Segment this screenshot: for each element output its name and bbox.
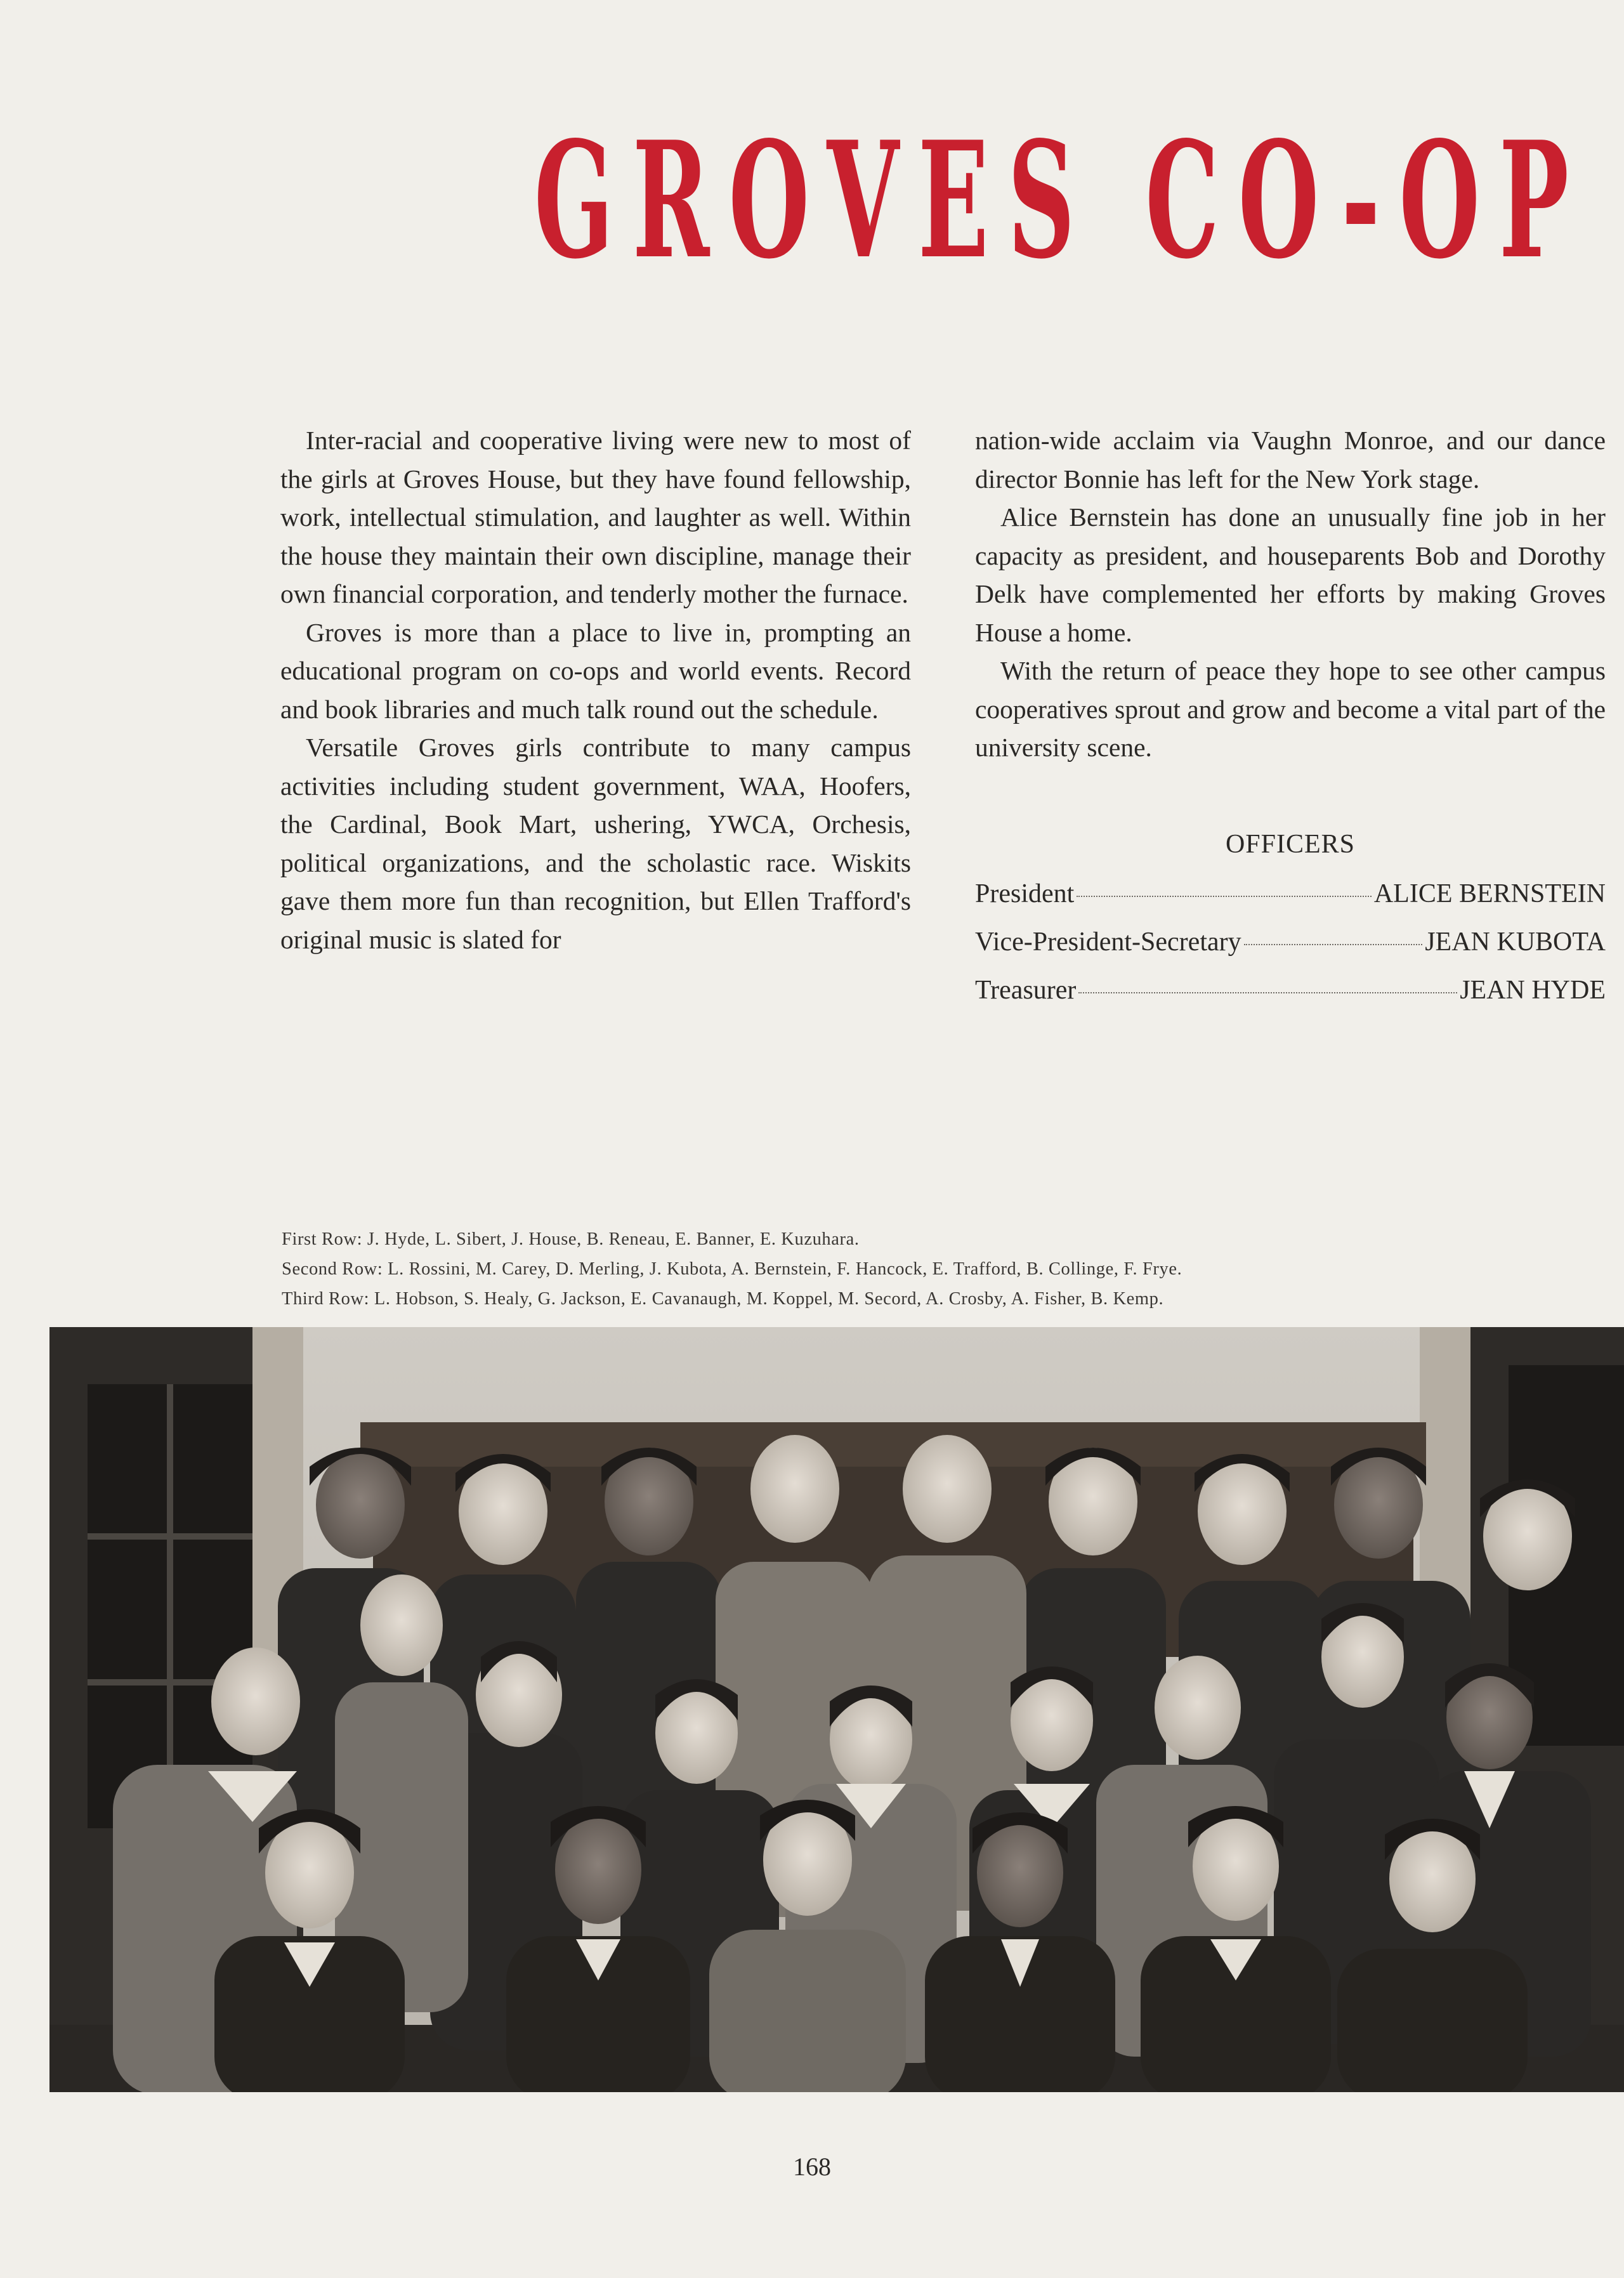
leader-dots bbox=[1244, 944, 1423, 945]
officer-row bbox=[975, 966, 1606, 1014]
paragraph: nation-wide acclaim via Vaughn Monroe, and our dance director Bonnie has left for the New York stage. bbox=[975, 426, 1606, 494]
left-text-column bbox=[280, 421, 911, 959]
officer-name: ALICE BERNSTEIN bbox=[1373, 879, 1606, 908]
officer-name: JEAN HYDE bbox=[1460, 976, 1606, 1005]
caption-row: Second Row: L. Rossini, M. Carey, D. Merling, J. Kubota, A. Bernstein, F. Hancock, E. Trafford, B. Collinge, F. Frye. bbox=[282, 1259, 1182, 1279]
officer-role: Treasurer bbox=[975, 976, 1077, 1005]
officer-role: Vice-President-Secretary bbox=[975, 927, 1241, 957]
paragraph: Versatile Groves girls contribute to many campus activities including student government, WAA, Hoofers, the Cardinal, Book Mart, ushering, YWCA, Orchesis, political organizations, and the scholastic race. Wiskits gave them more fun than recognition, but Ellen Trafford's original music is slated for bbox=[280, 733, 911, 954]
photo-caption bbox=[282, 1224, 1182, 1314]
page-title: GROVES CO-OP bbox=[534, 107, 1588, 294]
paragraph: Inter-racial and cooperative living were new to most of the girls at Groves House, but they have found fellowship, work, intellectual stimulation, and laughter as well. Within the house they maintain their own discipline, manage their own financial corporation, and tenderly mother the furnace. bbox=[280, 426, 911, 608]
group-photo-illustration bbox=[49, 1327, 1624, 2092]
page-number: 168 bbox=[793, 2152, 831, 2181]
caption-row: First Row: J. Hyde, L. Sibert, J. House, B. Reneau, E. Banner, E. Kuzuhara. bbox=[282, 1229, 860, 1249]
officers-heading: OFFICERS bbox=[1225, 829, 1356, 859]
group-photo bbox=[49, 1327, 1624, 2092]
officer-row bbox=[975, 870, 1606, 918]
paragraph: With the return of peace they hope to see other campus cooperatives sprout and grow and become a vital part of the university scene. bbox=[975, 656, 1606, 762]
paragraph: Groves is more than a place to live in, prompting an educational program on co-ops and world events. Record and book libraries and much talk round out the schedule. bbox=[280, 617, 911, 724]
officer-name: JEAN KUBOTA bbox=[1425, 927, 1606, 957]
officer-row bbox=[975, 918, 1606, 966]
right-text-column bbox=[975, 421, 1606, 1014]
paragraph: Alice Bernstein has done an unusually fine job in her capacity as president, and houseparents Bob and Dorothy Delk have complemented her efforts by making Groves House a home. bbox=[975, 502, 1606, 647]
leader-dots bbox=[1077, 896, 1372, 897]
officer-role: President bbox=[975, 879, 1075, 908]
caption-row: Third Row: L. Hobson, S. Healy, G. Jackson, E. Cavanaugh, M. Koppel, M. Secord, A. Crosby, A. Fisher, B. Kemp. bbox=[282, 1289, 1164, 1309]
leader-dots bbox=[1078, 992, 1457, 993]
